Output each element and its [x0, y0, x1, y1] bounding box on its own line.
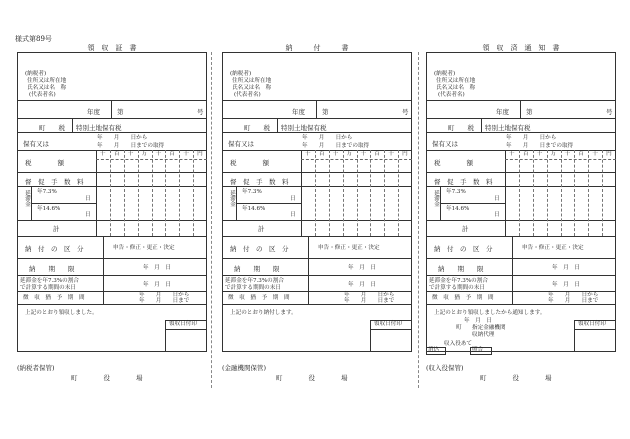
form-panel	[17, 44, 207, 352]
divider	[316, 100, 317, 118]
period-line-2: 年 月 日までの取得	[97, 143, 165, 149]
digit-separator	[193, 150, 194, 236]
retention-label: (納税者保管)	[17, 364, 55, 372]
divider	[222, 236, 412, 237]
divider	[222, 275, 412, 276]
digit-unit-label: 十	[127, 151, 134, 157]
divider	[440, 203, 505, 204]
divider	[236, 203, 301, 204]
digit-separator	[138, 150, 139, 236]
divider	[426, 100, 616, 101]
payment-category-label: 納 付 の 区 分	[25, 245, 84, 253]
delinquency-date: 年 月 日	[348, 282, 376, 288]
dunning-fee-label: 督 促 手 数 料	[434, 178, 493, 186]
digit-header-rule	[301, 159, 412, 160]
digit-header-rule	[505, 159, 616, 160]
cancel-label: 消込	[428, 347, 440, 353]
panel-title: 納 付 書	[285, 44, 349, 52]
divider	[17, 275, 207, 276]
taxpayer-label: (納税者)	[25, 71, 47, 77]
delinquency-date: 年 月 日	[143, 282, 171, 288]
divider	[222, 100, 412, 101]
tax-type: 特別土地保有税	[485, 124, 531, 132]
panel-message: 上記のとおり領収しましたから通知します。	[434, 310, 546, 316]
day-label: 日	[290, 196, 296, 202]
delinquency-date: 年 月 日	[552, 282, 580, 288]
divider	[308, 236, 309, 304]
digit-unit-label: 千	[508, 151, 515, 157]
divider	[426, 258, 616, 259]
city-tax-label: 町 税	[39, 124, 65, 132]
dunning-fee-label: 督 促 手 数 料	[25, 178, 84, 186]
divider	[370, 329, 412, 330]
rate-7-3: 年7.3%	[446, 189, 466, 195]
notice-date: 年 月 日	[464, 318, 492, 324]
digit-unit-label: 百	[374, 151, 380, 157]
name-label: 氏名又は名 称	[232, 85, 272, 91]
digit-separator	[533, 150, 534, 236]
divider	[17, 304, 207, 305]
total-label: 計	[53, 225, 60, 233]
divider	[574, 329, 616, 330]
digit-header-rule	[96, 159, 207, 160]
payment-category-label: 納 付 の 区 分	[434, 245, 493, 253]
number-prefix: 第	[526, 108, 533, 116]
day-label: 日	[290, 212, 296, 218]
grace-line-1: 年 月 日から	[344, 292, 395, 298]
holding-label: 保有又は	[23, 140, 49, 148]
digit-separator	[547, 150, 548, 236]
digit-unit-label: 万	[550, 151, 557, 157]
delinquency-label: 延滞金	[24, 190, 30, 207]
total-label: 計	[258, 225, 265, 233]
receipt-stamp-label: 領収日付印	[374, 321, 402, 327]
name-label: 氏名又は名 称	[27, 85, 67, 91]
delinquency-note-1: 延滞金を年7.3%の割合	[225, 278, 284, 284]
divider	[222, 132, 412, 133]
grace-period-label: 徴 収 猶 予 期 間	[432, 295, 494, 301]
divider	[17, 118, 207, 119]
number-prefix: 第	[117, 108, 124, 116]
divider	[103, 236, 104, 304]
form-panel	[222, 44, 412, 352]
receipt-stamp-label: 領収日付印	[578, 321, 606, 327]
digit-separator	[110, 150, 111, 236]
divider	[17, 236, 207, 237]
period-line-1: 年 月 日から	[302, 135, 353, 141]
rate-14-6: 年14.6%	[37, 206, 61, 212]
divider	[31, 203, 96, 204]
payment-category-label: 納 付 の 区 分	[230, 245, 289, 253]
divider	[222, 258, 412, 259]
due-date-label: 納 期 限	[234, 265, 280, 273]
delinquency-note-2: で計算する期間の末日	[225, 285, 281, 291]
digit-separator	[124, 150, 125, 236]
digit-unit-label: 円	[402, 151, 408, 157]
name-label: 氏名又は名 称	[436, 85, 476, 91]
divider	[222, 118, 412, 119]
digit-unit-label: 百	[578, 151, 584, 157]
digit-unit-label: 千	[564, 151, 571, 157]
divider	[17, 132, 207, 133]
digit-separator	[152, 150, 153, 236]
digit-separator	[179, 150, 180, 236]
digit-unit-label: 千	[360, 151, 367, 157]
representative-label: (代表者名)	[234, 92, 261, 98]
divider	[426, 304, 616, 305]
due-date-label: 納 期 限	[29, 265, 75, 273]
office-label: 町 役 場	[276, 374, 348, 382]
tax-amount-label: 税 額	[434, 159, 473, 167]
divider	[505, 150, 506, 236]
digit-separator	[329, 150, 330, 236]
digit-unit-label: 千	[304, 151, 311, 157]
fiscal-year-label: 年度	[496, 108, 509, 116]
period-line-1: 年 月 日から	[506, 135, 557, 141]
digit-unit-label: 十	[332, 151, 339, 157]
divider	[426, 275, 616, 276]
grace-line-2: 年 月 日まで	[344, 298, 395, 304]
digit-separator	[588, 150, 589, 236]
match-label: 照合	[472, 347, 484, 353]
divider	[512, 236, 513, 304]
delinquency-note-1: 延滞金を年7.3%の割合	[429, 278, 488, 284]
digit-separator	[384, 150, 385, 236]
day-label: 日	[85, 196, 91, 202]
holding-label: 保有又は	[228, 140, 254, 148]
digit-separator	[561, 150, 562, 236]
receiver-label: 収入役あて	[444, 341, 472, 347]
agent-town: 町	[456, 325, 462, 331]
digit-unit-label: 百	[318, 151, 325, 157]
digit-separator	[519, 150, 520, 236]
divider	[426, 236, 616, 237]
digit-unit-label: 十	[388, 151, 394, 157]
retention-label: (金融機関保管)	[222, 364, 267, 372]
representative-label: (代表者名)	[438, 92, 465, 98]
dunning-fee-label: 督 促 手 数 料	[230, 178, 289, 186]
panel-footer	[222, 365, 412, 387]
grace-line-1: 年 月 日から	[139, 292, 190, 298]
office-label: 町 役 場	[71, 374, 143, 382]
category-options: 申告・修正・更正・決定	[113, 245, 175, 251]
tax-amount-label: 税 額	[230, 159, 269, 167]
cut-line	[211, 52, 212, 388]
digit-separator	[343, 150, 344, 236]
digit-unit-label: 百	[169, 151, 175, 157]
address-label: 住所又は所在地	[232, 78, 272, 84]
grace-line-2: 年 月 日まで	[139, 298, 190, 304]
digit-unit-label: 百	[522, 151, 529, 157]
rate-14-6: 年14.6%	[242, 206, 266, 212]
due-date-value: 年 月 日	[348, 265, 376, 271]
panel-footer	[17, 365, 207, 387]
divider	[301, 150, 302, 236]
representative-label: (代表者名)	[29, 92, 56, 98]
divider	[520, 100, 521, 118]
due-date-label: 納 期 限	[438, 265, 484, 273]
due-date-value: 年 月 日	[143, 265, 171, 271]
digit-separator	[357, 150, 358, 236]
panel-message: 上記のとおり納付します。	[230, 310, 297, 316]
divider	[111, 100, 112, 118]
retention-label: (収入役保管)	[426, 364, 464, 372]
address-label: 住所又は所在地	[436, 78, 476, 84]
tax-amount-label: 税 額	[25, 159, 64, 167]
form-number: 様式第89号	[15, 35, 52, 43]
panel-footer	[426, 365, 616, 387]
digit-separator	[315, 150, 316, 236]
address-label: 住所又は所在地	[27, 78, 67, 84]
period-line-1: 年 月 日から	[97, 135, 148, 141]
fiscal-year-label: 年度	[87, 108, 100, 116]
digit-unit-label: 十	[592, 151, 598, 157]
number-suffix: 号	[197, 108, 204, 116]
taxpayer-label: (納税者)	[230, 71, 252, 77]
digit-unit-label: 円	[197, 151, 203, 157]
digit-separator	[398, 150, 399, 236]
grace-period-label: 徴 収 猶 予 期 間	[228, 295, 290, 301]
divider	[481, 118, 482, 132]
divider	[426, 118, 616, 119]
digit-unit-label: 十	[536, 151, 543, 157]
digit-unit-label: 千	[99, 151, 106, 157]
divider	[17, 100, 207, 101]
digit-unit-label: 万	[141, 151, 148, 157]
cut-line	[418, 52, 419, 388]
divider	[277, 118, 278, 132]
agent-bank: 指定金融機関	[472, 325, 506, 331]
tax-type: 特別土地保有税	[76, 124, 122, 132]
digit-unit-label: 円	[606, 151, 612, 157]
day-label: 日	[494, 212, 500, 218]
digit-unit-label: 百	[113, 151, 120, 157]
receipt-stamp-label: 領収日付印	[169, 321, 197, 327]
office-label: 町 役 場	[480, 374, 552, 382]
panel-message: 上記のとおり領収しました。	[25, 310, 98, 316]
digit-separator	[574, 150, 575, 236]
due-date-value: 年 月 日	[552, 265, 580, 271]
divider	[72, 118, 73, 132]
rate-14-6: 年14.6%	[446, 206, 470, 212]
city-tax-label: 町 税	[244, 124, 270, 132]
category-options: 申告・修正・更正・決定	[522, 245, 584, 251]
city-tax-label: 町 税	[448, 124, 474, 132]
delinquency-label: 延滞金	[433, 190, 439, 207]
holding-label: 保有又は	[432, 140, 458, 148]
grace-period-label: 徴 収 猶 予 期 間	[23, 295, 85, 301]
category-options: 申告・修正・更正・決定	[318, 245, 380, 251]
digit-separator	[370, 150, 371, 236]
taxpayer-label: (納税者)	[434, 71, 456, 77]
divider	[17, 258, 207, 259]
number-suffix: 号	[402, 108, 409, 116]
digit-separator	[602, 150, 603, 236]
panel-title: 領 収 証 書	[87, 44, 137, 52]
delinquency-note-2: で計算する期間の末日	[20, 285, 76, 291]
form-panel	[426, 44, 616, 353]
divider	[222, 304, 412, 305]
period-line-2: 年 月 日までの取得	[506, 143, 574, 149]
tax-type: 特別土地保有税	[281, 124, 327, 132]
delinquency-note-2: で計算する期間の末日	[429, 285, 485, 291]
digit-separator	[165, 150, 166, 236]
total-label: 計	[462, 225, 469, 233]
digit-unit-label: 千	[155, 151, 162, 157]
delinquency-note-1: 延滞金を年7.3%の割合	[20, 278, 79, 284]
number-suffix: 号	[606, 108, 613, 116]
grace-line-1: 年 月 日から	[548, 292, 599, 298]
rate-7-3: 年7.3%	[37, 189, 57, 195]
agent-role: 収納代理	[472, 332, 495, 338]
divider	[426, 132, 616, 133]
divider	[165, 329, 207, 330]
number-prefix: 第	[322, 108, 329, 116]
panel-title: 領 収 済 通 知 書	[482, 44, 560, 52]
day-label: 日	[85, 212, 91, 218]
digit-unit-label: 十	[183, 151, 189, 157]
period-line-2: 年 月 日までの取得	[302, 143, 370, 149]
grace-line-2: 年 月 日まで	[548, 298, 599, 304]
delinquency-label: 延滞金	[229, 190, 235, 207]
divider	[96, 150, 97, 236]
digit-unit-label: 万	[346, 151, 353, 157]
fiscal-year-label: 年度	[292, 108, 305, 116]
rate-7-3: 年7.3%	[242, 189, 262, 195]
day-label: 日	[494, 196, 500, 202]
